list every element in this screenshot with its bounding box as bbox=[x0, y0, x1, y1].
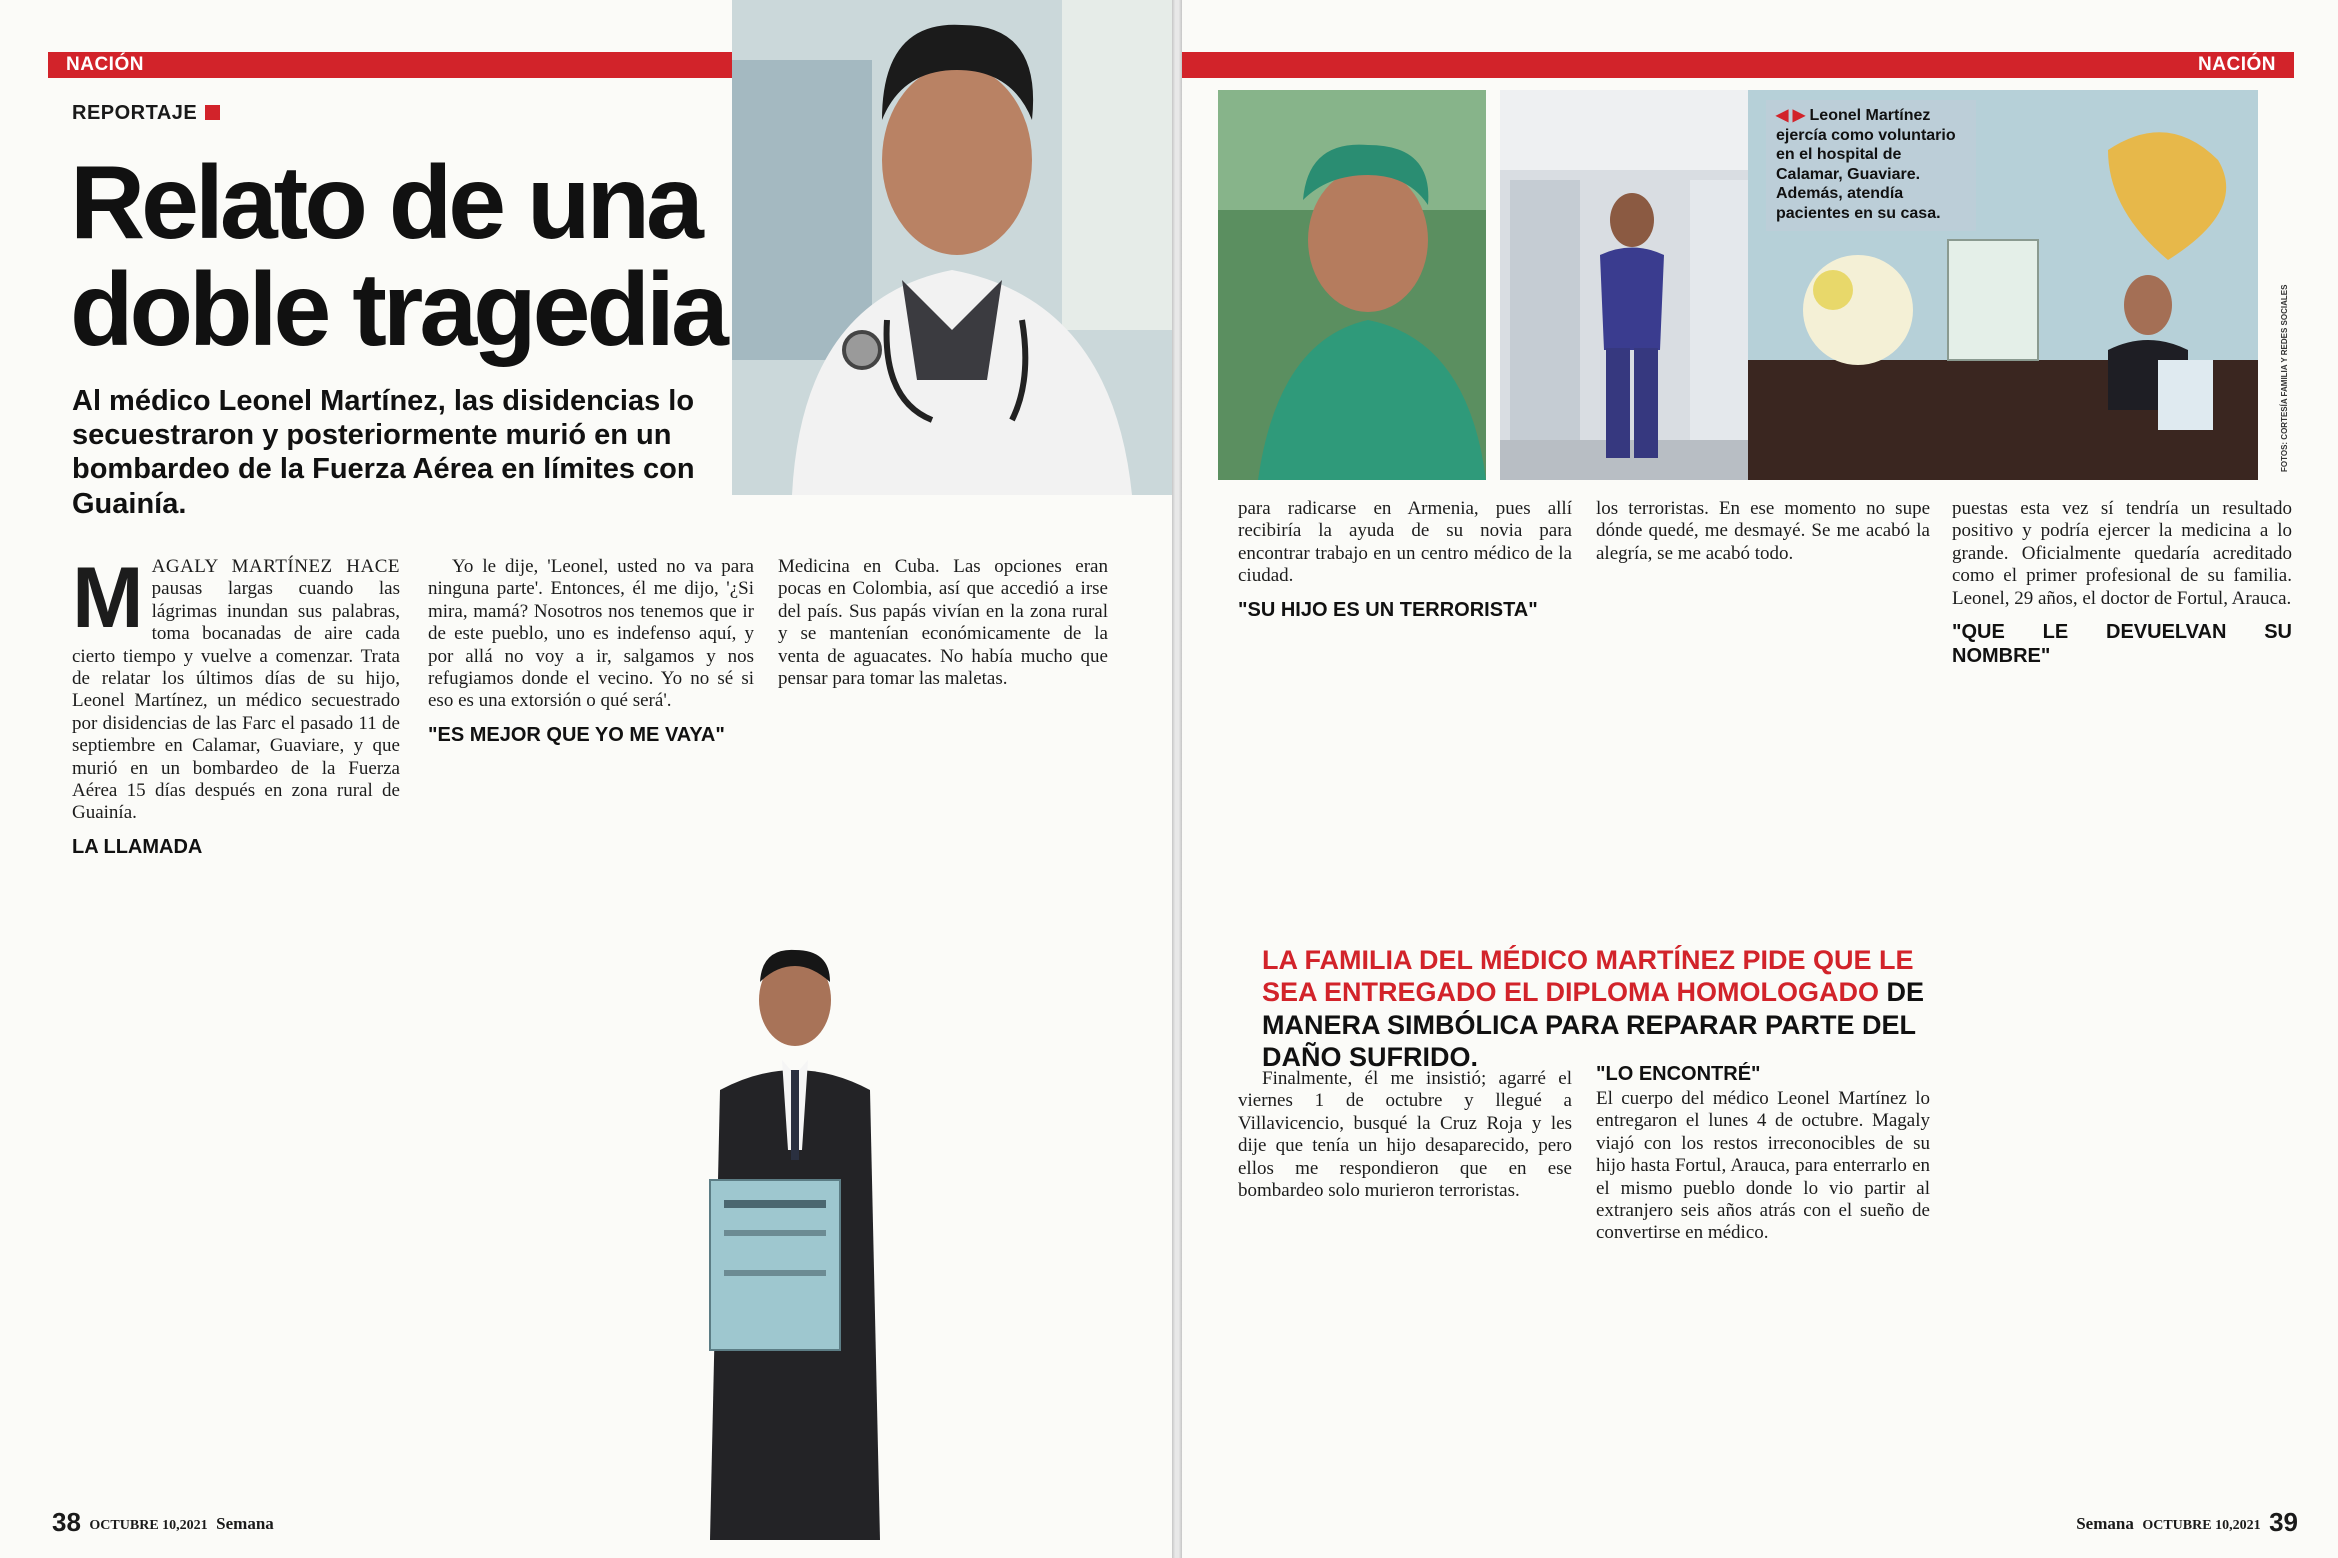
subheading: "SU HIJO ES UN TERRORISTA" bbox=[1238, 598, 1538, 621]
body-column-2: los terroristas. En ese momento no supe dónde quedé, me desmayé. Se me acabó la alegría, se me acabó todo. bbox=[1596, 498, 1930, 564]
subheading: LA LLAMADA bbox=[72, 835, 203, 858]
drop-cap: M bbox=[72, 550, 144, 646]
subheading: "LO ENCONTRÉ" bbox=[1596, 1063, 1761, 1085]
body-column-2: Yo le dije, 'Leonel, usted no va para ninguna parte'. Entonces, él me dijo, '¿Si mira, mamá? Nosotros nos tenemos que ir de este pueblo, uno es indefenso aquí, y por allá no voy a ir, salgamos y nos refugiamos donde el vecino. Yo no sé si eso es una extorsión o qué será'. "ES MEJOR QUE YO ME VAYA" bbox=[428, 556, 754, 746]
photo-caption: ◀ ▶ Leonel Martínez ejercía como voluntario en el hospital de Calamar, Guaviare. Además, atendía pacientes en su casa. bbox=[1766, 100, 1976, 231]
body-column-3: puestas esta vez sí tendría un resultado positivo y podría ejercer la medicina a lo grande. Oficialmente quedaría acreditado como el primer profesional de su familia. Leonel, 29 años, el doctor de Fortul, Arauca. "QUE LE DEVUELVAN SU NOMBRE" bbox=[1952, 498, 2292, 668]
body-column-1: para radicarse en Armenia, pues allí recibiría la ayuda de su novia para encontrar trabajo en un centro médico de la ciudad. "SU HIJO ES UN TERRORISTA" bbox=[1238, 498, 1572, 621]
caption-arrows-icon: ◀ ▶ bbox=[1776, 107, 1806, 124]
red-square-icon bbox=[205, 105, 220, 120]
body-column-5: "LO ENCONTRÉ" El cuerpo del médico Leonel Martínez lo entregaron el lunes 4 de octubre. Magaly viajó con los restos irreconocibles de su hijo hasta Fortul, Arauca, para enterrarlo en el mismo pueblo donde lo vio partir al extranjero seis años atrás con el sueño de convertirse en médico. bbox=[1596, 1063, 1930, 1244]
doctor-diploma-photo bbox=[690, 940, 900, 1545]
body-column-1: MAGALY MARTÍNEZ HACE pausas largas cuando las lágrimas inundan sus palabras, toma bocanadas de aire cada cierto tiempo y vuelve a comenzar. Trata de relatar los últimos días de su hijo, Leonel Martínez, un médico secuestrado por disidencias de las Farc el pasado 11 de septiembre en Calamar, Guaviare, y que murió en un bombardeo de la Fuerza Aérea 15 días después en zona rural de Guainía. LA LLAMADA bbox=[72, 550, 400, 858]
hospital-hallway-photo bbox=[1500, 90, 1768, 480]
photo-credit: FOTOS: CORTESÍA FAMILIA Y REDES SOCIALES bbox=[2280, 284, 2289, 472]
subheading: "ES MEJOR QUE YO ME VAYA" bbox=[428, 723, 725, 746]
section-band: NACIÓN bbox=[48, 52, 1170, 78]
doctor-portrait-photo bbox=[732, 0, 1172, 495]
body-column-4: Finalmente, él me insistió; agarré el viernes 1 de octubre y llegué a Villavicencio, busqué la Cruz Roja y les dije que tenía un hijo desaparecido, pero ellos me respondieron que en ese bombardeo solo murieron terroristas. bbox=[1238, 1068, 1572, 1202]
page-folio: Semana OCTUBRE 10,2021 39 bbox=[2076, 1507, 2298, 1537]
page-folio: 38 OCTUBRE 10,2021 Semana bbox=[52, 1507, 274, 1537]
headline: Relato de una doble tragedia bbox=[70, 145, 725, 369]
body-column-3: Medicina en Cuba. Las opciones eran pocas en Colombia, así que accedió a irse del país. Sus papás vivían en la zona rural y se mantenían económicamente de la venta de aguacates. No había mucho que pensar para tomar las maletas. bbox=[778, 556, 1108, 690]
pull-quote: LA FAMILIA DEL MÉDICO MARTÍNEZ PIDE QUE LE SEA ENTREGADO EL DIPLOMA HOMOLOGADO DE MANERA SIMBÓLICA PARA REPARAR PARTE DEL DAÑO SUFRIDO. bbox=[1262, 945, 1925, 1073]
kicker: REPORTAJE bbox=[72, 102, 220, 125]
deck: Al médico Leonel Martínez, las disidencias lo secuestraron y posteriormente murió en un bombardeo de la Fuerza Aérea en límites con Guainía. bbox=[72, 385, 695, 520]
selfie-scrubs-photo bbox=[1218, 90, 1486, 480]
subheading: "QUE LE DEVUELVAN SU NOMBRE" bbox=[1952, 621, 2292, 668]
right-page bbox=[1182, 0, 2338, 1558]
section-band: NACIÓN bbox=[1182, 52, 2294, 78]
